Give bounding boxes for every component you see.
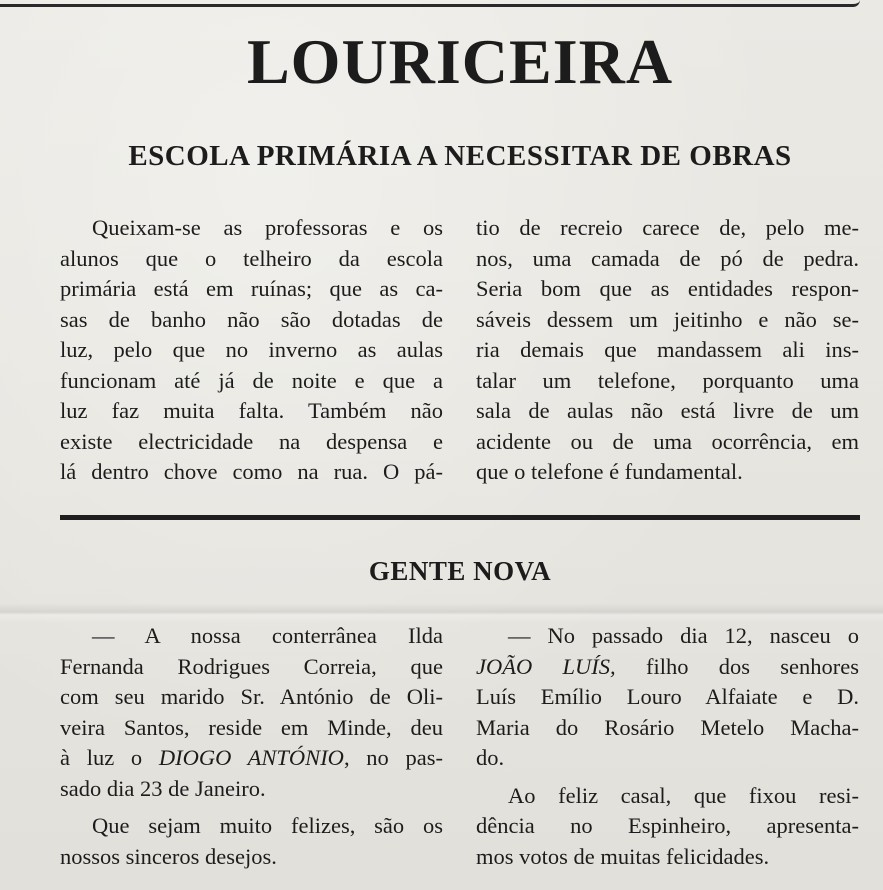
text-line: veira Santos, reside em Minde, deu (60, 714, 443, 740)
text-line: talar um telefone, porquanto uma (476, 367, 859, 393)
text-line: sáveis dessem um jeitinho e não se- (476, 306, 859, 332)
text-line: alunos que o telheiro da escola (60, 245, 443, 271)
text-line: — No passado dia 12, nasceu o (508, 623, 859, 648)
text-line: — A nossa conterrânea Ilda (92, 623, 443, 648)
article-headline-gente-nova: GENTE NOVA (368, 556, 552, 586)
text-line (476, 652, 859, 683)
text-line: dência no Espinheiro, apresenta- (476, 813, 859, 838)
top-border-line (0, 0, 860, 7)
section-divider-rule (60, 515, 860, 520)
text-line: luz faz muita falta. Também não (60, 398, 443, 423)
text-line: que o telefone é fundamental. (476, 459, 743, 484)
text-line: sala de aulas não está livre de um (476, 398, 859, 423)
article-gente-nova-column-left (60, 621, 443, 872)
text-line: funcionam até já de noite e que a (60, 367, 443, 393)
text-line: acidente ou de uma ocorrência, em (476, 428, 859, 454)
baby-name-diogo: DIOGO ANTÓNIO (158, 745, 344, 770)
text-line: Que sejam muito felizes, são os (92, 813, 443, 838)
text-line: sado dia 23 de Janeiro. (60, 775, 266, 801)
text-line (60, 743, 443, 774)
text-line: do. (476, 745, 505, 770)
baby-name-joao: JOÃO LUÍS, (476, 653, 616, 679)
text-span: filho dos senhores (615, 653, 860, 679)
text-span: , no pas- (343, 745, 443, 770)
text-line: com seu marido Sr. António de Oli- (60, 684, 443, 709)
text-line: Queixam-se as professoras e os (92, 215, 443, 240)
paper-fold-crease (0, 603, 883, 623)
text-line: Seria bom que as entidades respon- (476, 276, 859, 301)
text-line: sas de banho não são dotadas de (60, 306, 443, 332)
article-gente-nova-column-right (476, 621, 859, 872)
text-line: existe electricidade na despensa e (60, 428, 443, 454)
text-line: Fernanda Rodrigues Correia, que (60, 653, 443, 679)
text-span: à luz o (60, 745, 159, 770)
text-line: nos, uma camada de pó de pedra. (476, 245, 859, 271)
text-line: primária está em ruínas; que as ca- (60, 276, 443, 301)
text-line: luz, pelo que no inverno as aulas (60, 337, 443, 362)
text-line: Ao feliz casal, que fixou resi- (508, 782, 859, 808)
article-escola-column-right (476, 213, 859, 488)
text-line: Maria do Rosário Metelo Macha- (476, 714, 859, 740)
article-escola-column-left (60, 213, 443, 488)
text-line: mos votos de muitas felicidades. (476, 843, 770, 869)
text-line: nossos sinceros desejos. (60, 843, 277, 869)
article-headline-escola: ESCOLA PRIMÁRIA A NECESSITAR DE OBRAS (128, 140, 792, 172)
text-line: lá dentro chove como na rua. O pá- (60, 459, 443, 484)
text-line: tio de recreio carece de, pelo me- (476, 215, 859, 240)
masthead-title: LOURICEIRA (246, 26, 674, 97)
text-line: Luís Emílio Louro Alfaiate e D. (476, 684, 859, 709)
text-line: ria demais que mandassem ali ins- (476, 337, 859, 362)
